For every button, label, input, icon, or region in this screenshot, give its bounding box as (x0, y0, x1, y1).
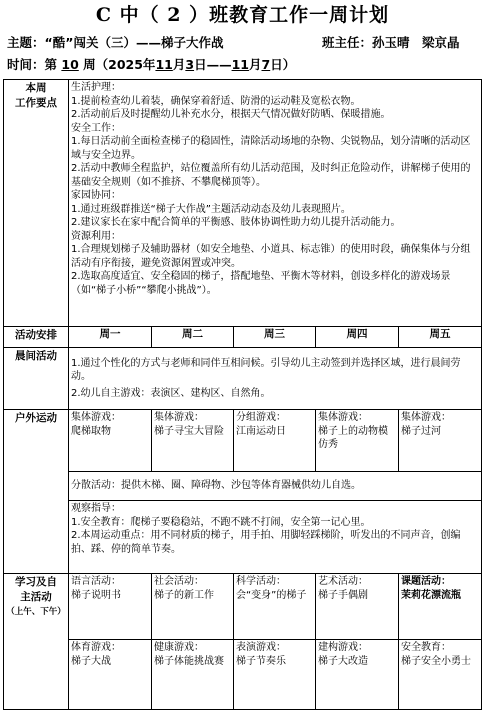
month-char: 月 (172, 57, 186, 72)
focus-line: 生活护理： (71, 82, 121, 93)
game-label: 集体游戏： (154, 412, 204, 423)
learning-type: 科学活动： (236, 576, 286, 587)
morning-line: 2.幼儿自主游戏：表演区、建构区、自然角。 (71, 387, 271, 399)
learning-type: 安全教育： (401, 642, 451, 653)
theme-text: “酷”闯关（三）——梯子大作战 (44, 35, 224, 50)
learning-name: 梯子大战 (71, 655, 111, 667)
outdoor-label: 户外运动 (4, 410, 69, 574)
focus-line: 1.合理规划梯子及辅助器材（如安全地垫、小道具、标志锥）的使用时段，确保集体与分组活动有序衔接，避免资源闲置或冲突。 (71, 244, 471, 269)
learning-cell (69, 640, 152, 710)
learning-type: 建构游戏： (318, 642, 368, 653)
learning-type: 艺术活动： (318, 576, 368, 587)
learning-name: 会“变身”的梯子 (236, 589, 307, 601)
focus-line: 2.活动中教师全程监护，站位覆盖所有幼儿活动范围，及时纠正危险动作，讲解梯子使用的基础安全规则（如不推挤、不攀爬梯顶等）。 (71, 163, 471, 188)
learning-name: 梯子安全小勇士 (401, 655, 471, 667)
morning-label: 晨间活动 (4, 348, 69, 410)
outdoor-games-row (4, 410, 482, 472)
focus-line: 安全工作： (71, 122, 121, 134)
game-name: 梯子过河 (401, 425, 441, 437)
learning-label-main: 学习及自 主活动 (15, 576, 57, 603)
learning-cell (316, 640, 399, 710)
learning-cell (234, 640, 316, 710)
learning-type: 语言活动： (71, 576, 121, 587)
teacher-label: 班主任： (322, 35, 373, 50)
time-label: 时间：第 (7, 57, 58, 72)
month-char-2: 月 (248, 57, 262, 72)
end-month: 11 (231, 57, 249, 72)
focus-line: 1.提前检查幼儿着装，确保穿着舒适、防滑的运动鞋及宽松衣物。 (71, 95, 361, 107)
morning-content (69, 348, 482, 410)
observe-line: 1.安全教育：爬梯子要稳稳站，不跑不跳不打闹，安全第一记心里。 (71, 516, 371, 528)
day-header: 周五 (399, 327, 482, 348)
learning-type: 表演游戏： (236, 642, 286, 653)
learning-name: 梯子手偶剧 (318, 589, 368, 601)
focus-line: 2.选取高度适宜、安全稳固的梯子，搭配地垫、平衡木等材料，创设多样化的游戏场景（如“梯子小桥”“攀爬小挑战”）。 (71, 271, 451, 296)
learning-label (4, 574, 69, 710)
learning-type: 社会活动： (154, 576, 204, 587)
game-name: 爬梯取物 (71, 425, 111, 437)
learning-name: 梯子说明书 (71, 589, 121, 601)
learning-name: 梯子的新工作 (154, 589, 214, 601)
observe-content (69, 501, 482, 574)
teacher-info (322, 34, 460, 52)
learning-name: 梯子体能挑战赛 (154, 655, 224, 667)
day-header: 周三 (234, 327, 316, 348)
start-month: 11 (155, 57, 173, 72)
game-label: 分组游戏： (236, 412, 286, 423)
game-name: 江南运动日 (236, 425, 286, 437)
weekly-plan-table (3, 79, 482, 710)
learning-cell (152, 640, 234, 710)
learning-row-2 (4, 640, 482, 710)
observe-title: 观察指导： (71, 503, 121, 514)
learning-cell (399, 574, 482, 640)
schedule-label: 活动安排 (4, 327, 69, 348)
outdoor-scattered-row (4, 472, 482, 501)
time-text: 周（2025年 (83, 57, 156, 72)
game-label: 集体游戏： (318, 412, 368, 423)
learning-type: 体育游戏： (71, 642, 121, 653)
observe-line: 2.本周运动重点：用不同材质的梯子，用手拍、用脚轻踩梯阶，听发出的不同声音，创编拍、踩、停的简单节奏。 (71, 530, 461, 555)
time-line (7, 56, 482, 74)
focus-line: 1.每日活动前全面检查梯子的稳固性，清除活动场地的杂物、尖锐物品，划分清晰的活动区域与安全边界。 (71, 136, 471, 161)
outdoor-observe-row (4, 501, 482, 574)
morning-row (4, 348, 482, 410)
game-cell (316, 410, 399, 472)
focus-line: 2.建议家长在家中配合简单的平衡感、肢体协调性助力幼儿提升活动能力。 (71, 217, 401, 228)
game-cell (234, 410, 316, 472)
focus-line: 家园协同： (71, 190, 121, 201)
focus-line: 2.活动前后及时提醒幼儿补充水分，根据天气情况做好防晒、保暖措施。 (71, 109, 391, 120)
day-header: 周四 (316, 327, 399, 348)
time-end: 日） (270, 57, 296, 72)
game-cell (69, 410, 152, 472)
end-day: 7 (261, 57, 271, 72)
game-name: 梯子寻宝大冒险 (154, 425, 224, 437)
focus-line: 资源利用： (71, 230, 121, 242)
learning-name: 梯子大改造 (318, 655, 368, 667)
theme-label: 主题： (7, 35, 45, 50)
time-separator: 日—— (194, 57, 232, 72)
learning-cell (234, 574, 316, 640)
page-title: C 中（ 2 ）班教育工作一周计划 (95, 4, 390, 26)
start-day: 3 (185, 57, 195, 72)
day-header: 周一 (69, 327, 152, 348)
teacher-names: 孙玉晴 梁京晶 (372, 35, 460, 50)
focus-line: 1.通过班级群推送“梯子大作战”主题活动动态及幼儿表现照片。 (71, 203, 351, 215)
learning-cell (399, 640, 482, 710)
theme-line (7, 34, 482, 52)
learning-label-sub: （上午、下午） (6, 607, 66, 617)
learning-cell (69, 574, 152, 640)
learning-cell (316, 574, 399, 640)
scattered-activity: 分散活动：提供木梯、圈、障碍物、沙包等体育器械供幼儿自选。 (69, 472, 482, 501)
day-header: 周二 (152, 327, 234, 348)
game-cell (152, 410, 234, 472)
week-number: 10 (61, 57, 79, 72)
focus-label: 本周 工作要点 (4, 80, 69, 327)
focus-content (69, 80, 482, 327)
schedule-row (4, 327, 482, 348)
focus-row (4, 80, 482, 327)
game-label: 集体游戏： (401, 412, 451, 423)
learning-type: 健康游戏： (154, 642, 204, 653)
learning-name: 茉莉花漂流瓶 (401, 589, 461, 601)
morning-line: 1.通过个性化的方式与老师和同伴互相问候。引导幼儿主动签到并选择区域，进行晨间劳动。 (71, 357, 461, 383)
game-cell (399, 410, 482, 472)
learning-name: 梯子节奏乐 (236, 655, 286, 667)
game-name: 梯子上的动物模仿秀 (318, 425, 388, 450)
learning-cell (152, 574, 234, 640)
learning-type: 课题活动： (401, 576, 451, 587)
game-label: 集体游戏： (71, 412, 121, 423)
learning-row-1 (4, 574, 482, 640)
